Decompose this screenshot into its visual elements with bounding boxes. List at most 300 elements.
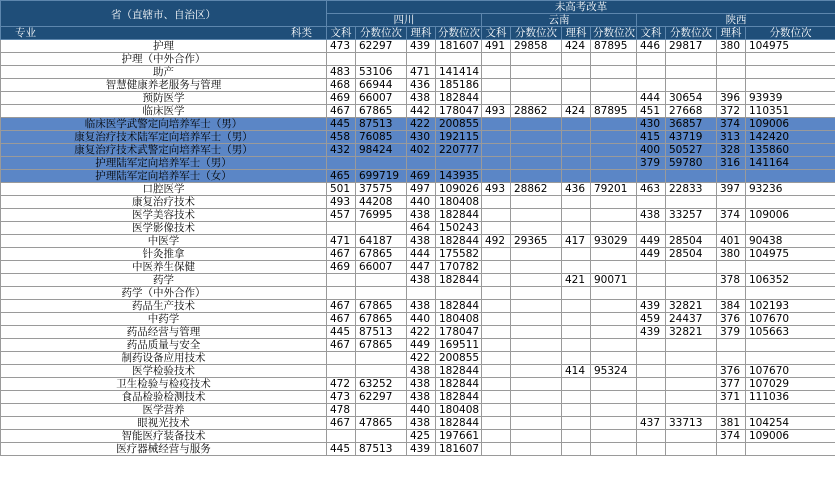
score-cell [637,339,666,352]
col-wenke: 文科 [637,27,666,40]
score-cell [746,53,835,66]
score-cell: 107670 [746,313,835,326]
score-cell [746,443,835,456]
province-shaanxi: 陕西 [637,14,835,27]
header-row-3 [1,27,835,40]
score-cell [666,391,717,404]
score-cell [482,274,511,287]
score-cell [637,261,666,274]
score-cell: 438 [637,209,666,222]
score-cell [482,144,511,157]
score-cell: 436 [407,79,436,92]
score-cell: 445 [327,118,356,131]
score-cell: 384 [717,300,746,313]
score-cell [407,53,436,66]
score-cell: 422 [407,352,436,365]
score-cell: 445 [327,443,356,456]
score-cell [637,352,666,365]
score-cell: 699719 [356,170,407,183]
table-row [1,261,835,274]
score-cell [591,131,637,144]
score-cell: 449 [637,235,666,248]
table-row [1,118,835,131]
score-cell: 439 [637,300,666,313]
score-cell [746,261,835,274]
score-cell [591,352,637,365]
score-cell: 28504 [666,235,717,248]
score-cell: 109006 [746,209,835,222]
score-cell [591,326,637,339]
score-cell [562,443,591,456]
score-cell [746,404,835,417]
score-cell: 402 [407,144,436,157]
score-cell: 469 [327,92,356,105]
major-name: 药品生产技术 [1,300,327,313]
score-cell [717,170,746,183]
score-cell [562,339,591,352]
score-cell [482,417,511,430]
score-cell: 430 [637,118,666,131]
score-cell [666,287,717,300]
table-row [1,404,835,417]
score-cell: 422 [407,326,436,339]
major-name: 医学检验技术 [1,365,327,378]
score-cell: 473 [327,391,356,404]
score-cell: 438 [407,300,436,313]
score-cell: 463 [637,183,666,196]
major-name: 针灸推拿 [1,248,327,261]
score-cell [637,79,666,92]
table-row [1,339,835,352]
score-cell: 178047 [436,105,482,118]
score-cell [562,144,591,157]
score-cell [562,430,591,443]
score-cell [327,430,356,443]
score-cell: 182844 [436,209,482,222]
score-cell: 415 [637,131,666,144]
score-cell: 175582 [436,248,482,261]
score-cell [666,53,717,66]
score-cell: 67865 [356,313,407,326]
score-cell: 182844 [436,365,482,378]
score-cell: 29365 [511,235,562,248]
score-cell [666,79,717,92]
score-cell: 401 [717,235,746,248]
score-cell: 458 [327,131,356,144]
score-cell [666,66,717,79]
table-row [1,105,835,118]
score-cell: 374 [717,118,746,131]
score-cell: 220777 [436,144,482,157]
score-cell [591,300,637,313]
score-cell: 170782 [436,261,482,274]
score-cell [482,443,511,456]
score-cell: 374 [717,209,746,222]
score-cell [591,79,637,92]
score-cell: 50527 [666,144,717,157]
major-name: 临床医学武警定向培养军士（男） [1,118,327,131]
major-name: 食品检验检测技术 [1,391,327,404]
score-cell: 444 [637,92,666,105]
major-label: 专业 [15,27,36,39]
score-cell: 44208 [356,196,407,209]
score-cell: 372 [717,105,746,118]
score-cell [591,144,637,157]
score-cell [356,430,407,443]
major-name: 智慧健康养老服务与管理 [1,79,327,92]
score-cell [356,365,407,378]
score-cell: 316 [717,157,746,170]
major-name: 医学影像技术 [1,222,327,235]
major-name: 康复治疗技术 [1,196,327,209]
score-cell: 446 [637,40,666,53]
score-cell [482,196,511,209]
province-yunnan: 云南 [482,14,637,27]
score-cell [717,261,746,274]
score-cell [482,66,511,79]
score-cell [591,118,637,131]
score-cell: 469 [407,170,436,183]
col-wenke: 文科 [482,27,511,40]
score-cell [637,196,666,209]
table-row [1,222,835,235]
score-cell: 449 [637,248,666,261]
score-cell [511,92,562,105]
score-cell: 438 [407,378,436,391]
score-cell: 87513 [356,326,407,339]
score-cell [591,404,637,417]
score-cell [666,430,717,443]
score-cell: 438 [407,391,436,404]
score-cell: 182844 [436,92,482,105]
score-cell: 102193 [746,300,835,313]
score-cell: 442 [407,105,436,118]
score-cell: 379 [637,157,666,170]
table-row [1,170,835,183]
score-cell [637,287,666,300]
score-cell: 182844 [436,235,482,248]
score-cell [562,209,591,222]
score-cell [511,430,562,443]
score-cell: 467 [327,300,356,313]
score-cell [356,287,407,300]
score-cell [436,157,482,170]
score-cell [327,274,356,287]
score-cell [666,352,717,365]
score-cell: 440 [407,196,436,209]
score-cell: 180408 [436,404,482,417]
score-cell [717,352,746,365]
score-cell [562,118,591,131]
score-cell [482,131,511,144]
score-cell [511,53,562,66]
table-row [1,66,835,79]
score-cell: 27668 [666,105,717,118]
score-cell [637,53,666,66]
score-cell [327,53,356,66]
score-cell [591,209,637,222]
score-cell: 471 [407,66,436,79]
score-cell [482,404,511,417]
score-cell: 451 [637,105,666,118]
score-cell [717,443,746,456]
score-cell [591,287,637,300]
score-cell [562,157,591,170]
score-cell [591,66,637,79]
col-rank: 分数位次 [356,27,407,40]
score-cell: 93939 [746,92,835,105]
major-name: 中医养生保健 [1,261,327,274]
score-cell: 87513 [356,118,407,131]
score-cell: 438 [407,209,436,222]
score-cell [511,417,562,430]
score-cell [591,378,637,391]
col-like: 理科 [407,27,436,40]
score-cell [562,417,591,430]
col-like: 理科 [717,27,746,40]
score-cell [717,222,746,235]
score-cell: 468 [327,79,356,92]
score-cell: 414 [562,365,591,378]
major-name: 药学 [1,274,327,287]
score-cell: 47865 [356,417,407,430]
score-cell: 24437 [666,313,717,326]
score-cell: 492 [482,235,511,248]
score-cell: 93236 [746,183,835,196]
col-wenke: 文科 [327,27,356,40]
score-cell [591,196,637,209]
score-cell: 438 [407,92,436,105]
major-name: 卫生检验与检疫技术 [1,378,327,391]
score-cell: 400 [637,144,666,157]
score-cell [511,222,562,235]
score-cell [637,443,666,456]
table-row [1,378,835,391]
table-row [1,144,835,157]
score-cell: 182844 [436,417,482,430]
score-cell [482,170,511,183]
score-cell: 478 [327,404,356,417]
score-cell [511,118,562,131]
major-name: 制药设备应用技术 [1,352,327,365]
score-cell [562,287,591,300]
score-cell: 436 [562,183,591,196]
score-cell [511,131,562,144]
score-cell [637,404,666,417]
score-cell [666,339,717,352]
score-cell [356,352,407,365]
score-cell: 445 [327,326,356,339]
score-cell: 467 [327,339,356,352]
score-cell: 104975 [746,248,835,261]
score-cell: 440 [407,404,436,417]
score-cell: 93029 [591,235,637,248]
province-header-cell [1,1,327,27]
score-cell [637,170,666,183]
col-like: 理科 [562,27,591,40]
table-row [1,196,835,209]
reform-group-header: 未高考改革 [327,1,835,14]
major-name: 护理陆军定向培养军士（女） [1,170,327,183]
score-cell [637,391,666,404]
score-cell [717,79,746,92]
score-cell [562,300,591,313]
score-cell: 141164 [746,157,835,170]
score-cell: 30654 [666,92,717,105]
score-cell: 109026 [436,183,482,196]
score-cell: 439 [637,326,666,339]
score-cell: 200855 [436,118,482,131]
score-cell [562,196,591,209]
score-cell: 493 [482,105,511,118]
score-cell: 66007 [356,261,407,274]
score-cell: 380 [717,248,746,261]
score-cell [666,378,717,391]
score-cell [562,378,591,391]
major-name: 眼视光技术 [1,417,327,430]
score-cell [717,196,746,209]
score-cell: 371 [717,391,746,404]
table-row [1,157,835,170]
score-cell: 447 [407,261,436,274]
score-cell [511,248,562,261]
score-cell [511,365,562,378]
score-cell: 185186 [436,79,482,92]
score-cell [511,66,562,79]
major-name: 医疗器械经营与服务 [1,443,327,456]
col-rank: 分数位次 [436,27,482,40]
score-cell: 107670 [746,365,835,378]
score-cell [717,53,746,66]
score-cell [511,352,562,365]
score-cell: 493 [327,196,356,209]
table-row [1,300,835,313]
score-cell: 328 [717,144,746,157]
score-cell [482,430,511,443]
score-cell: 105663 [746,326,835,339]
score-cell: 424 [562,105,591,118]
score-cell: 104975 [746,40,835,53]
score-cell: 59780 [666,157,717,170]
score-cell: 33713 [666,417,717,430]
score-cell [511,287,562,300]
score-cell: 438 [407,235,436,248]
score-cell [637,365,666,378]
table-row [1,92,835,105]
score-cell [356,222,407,235]
score-cell: 181607 [436,443,482,456]
score-cell [562,92,591,105]
score-cell [511,391,562,404]
score-cell: 467 [327,248,356,261]
score-cell [511,144,562,157]
score-cell [327,365,356,378]
score-cell [511,157,562,170]
score-cell [637,222,666,235]
score-cell [591,339,637,352]
score-cell [562,313,591,326]
score-cell: 66944 [356,79,407,92]
score-cell: 381 [717,417,746,430]
major-name: 康复治疗技术武警定向培养军士（男） [1,144,327,157]
score-cell: 107029 [746,378,835,391]
header-row-1 [1,1,835,14]
score-cell: 464 [407,222,436,235]
score-cell: 29817 [666,40,717,53]
col-rank: 分数位次 [511,27,562,40]
score-cell [482,326,511,339]
table-row [1,79,835,92]
score-cell [482,287,511,300]
score-cell [327,222,356,235]
score-cell [511,196,562,209]
score-cell: 493 [482,183,511,196]
score-cell [591,417,637,430]
score-cell [717,287,746,300]
score-cell: 374 [717,430,746,443]
major-name: 中医学 [1,235,327,248]
score-cell [666,170,717,183]
score-cell: 432 [327,144,356,157]
score-cell [511,261,562,274]
score-cell [562,131,591,144]
score-cell: 109006 [746,430,835,443]
score-cell: 62297 [356,391,407,404]
major-name: 护理 [1,40,327,53]
table-row [1,235,835,248]
major-name: 药品质量与安全 [1,339,327,352]
score-cell: 449 [407,339,436,352]
score-cell: 29858 [511,40,562,53]
score-cell: 76995 [356,209,407,222]
score-cell [637,274,666,287]
score-cell [562,222,591,235]
score-cell [482,118,511,131]
score-cell [746,287,835,300]
score-cell: 425 [407,430,436,443]
score-cell [562,66,591,79]
score-cell [482,339,511,352]
score-cell: 467 [327,417,356,430]
score-cell [562,326,591,339]
score-cell [746,339,835,352]
score-cell: 135860 [746,144,835,157]
score-cell: 467 [327,105,356,118]
score-cell [482,313,511,326]
score-cell [562,391,591,404]
score-cell [436,53,482,66]
score-cell: 378 [717,274,746,287]
table-row [1,443,835,456]
score-cell [511,300,562,313]
score-cell: 66007 [356,92,407,105]
score-cell [482,209,511,222]
score-cell: 141414 [436,66,482,79]
major-category-header [1,27,327,40]
score-cell: 142420 [746,131,835,144]
score-cell: 417 [562,235,591,248]
score-cell [511,326,562,339]
score-cell: 439 [407,40,436,53]
score-cell: 473 [327,40,356,53]
score-cell: 67865 [356,300,407,313]
score-cell: 143935 [436,170,482,183]
score-cell [511,170,562,183]
score-cell [746,222,835,235]
score-cell [591,430,637,443]
score-cell [482,378,511,391]
score-cell: 32821 [666,326,717,339]
